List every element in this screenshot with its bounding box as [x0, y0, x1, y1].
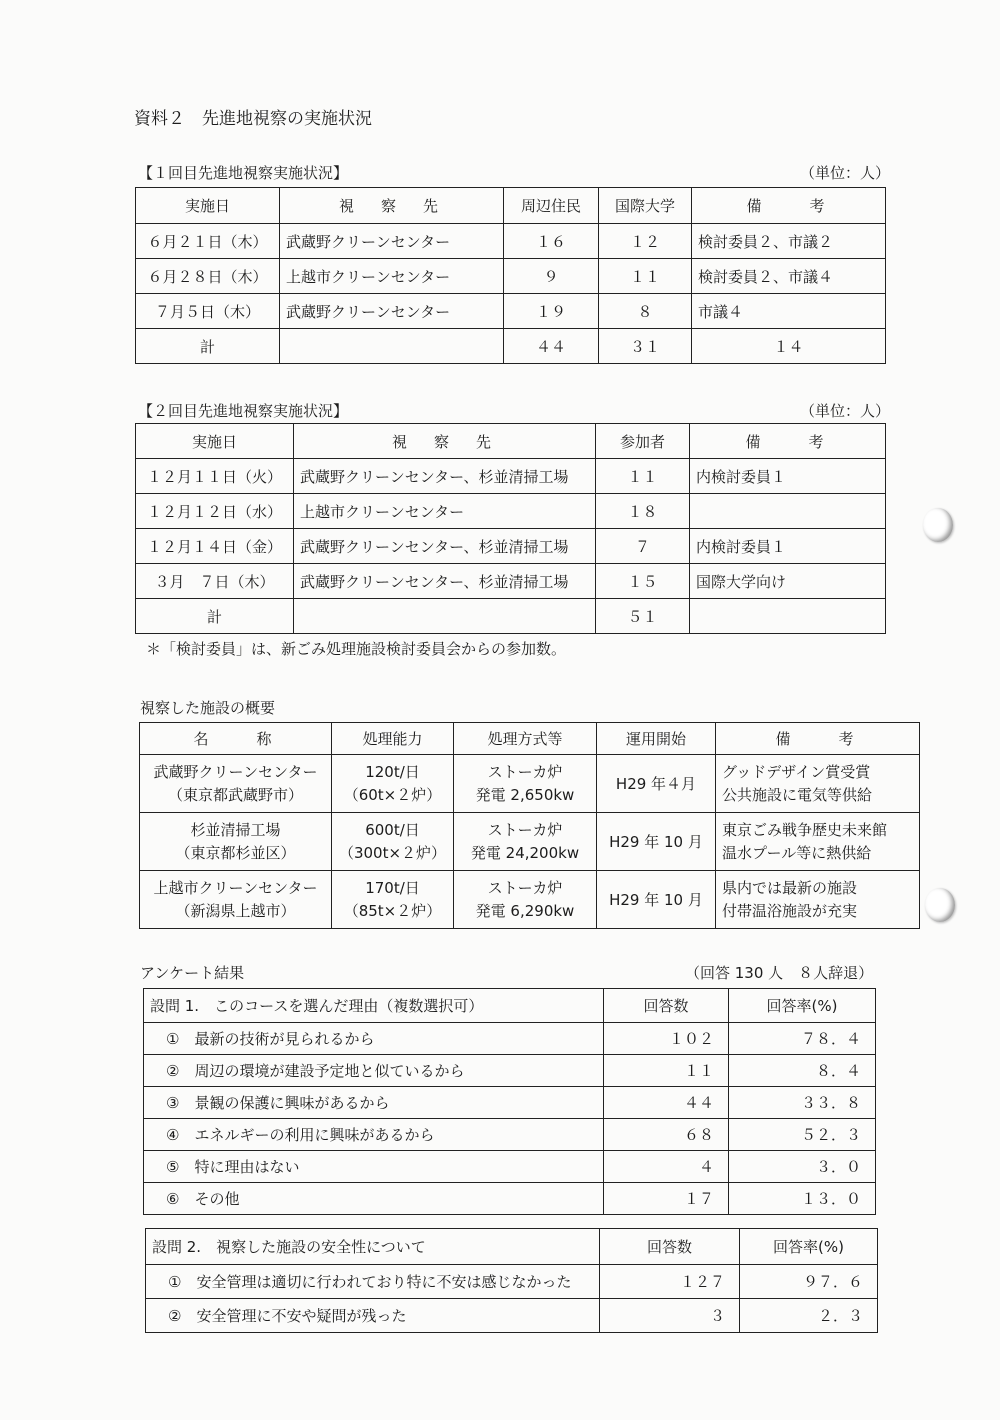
table-row [144, 1087, 876, 1119]
col-remarks: 備 考 [716, 723, 920, 755]
punch-hole [925, 888, 955, 922]
cell-empty [294, 599, 596, 634]
table-header-row [136, 188, 886, 224]
cell-remarks: 検討委員２、市議４ [692, 259, 886, 294]
cell-count: １２７ [600, 1265, 740, 1299]
capacity-detail: （60t×２炉） [343, 785, 442, 804]
cell-option: ⑥ その他 [144, 1183, 604, 1215]
facility-location: （東京都武蔵野市） [167, 785, 303, 804]
cell-name [140, 871, 332, 929]
cell-rate: ７８．４ [729, 1023, 876, 1055]
remark-line: グッドデザイン賞受賞 [722, 762, 871, 781]
cell-count: １０２ [604, 1023, 729, 1055]
cell-method [454, 755, 597, 813]
total-row [136, 329, 886, 364]
cell-name [140, 755, 332, 813]
first-visit-table [135, 187, 886, 364]
cell-option: ④ エネルギーの利用に興味があるから [144, 1119, 604, 1151]
cell-total-participants: ５１ [596, 599, 690, 634]
q2-question: 設問 2. 視察した施設の安全性について [146, 1229, 600, 1265]
cell-rate: ３３．８ [729, 1087, 876, 1119]
cell-rate: ８．４ [729, 1055, 876, 1087]
capacity-value: 170t/日 [365, 878, 420, 897]
survey-caption: アンケート結果 [140, 964, 245, 982]
second-visit-table [135, 423, 886, 634]
cell-rate: １３．０ [729, 1183, 876, 1215]
cell-rate: ５２．３ [729, 1119, 876, 1151]
page-title: 資料２ 先進地視察の実施状況 [134, 109, 372, 129]
cell-destination: 武蔵野クリーンセンター [280, 294, 504, 329]
cell-remarks: 国際大学向け [690, 564, 886, 599]
cell-date: １２月１２日（水） [136, 494, 294, 529]
cell-start: H29 年 10 月 [597, 813, 716, 871]
capacity-detail: （300t×２炉） [338, 843, 447, 862]
survey-q2-table [145, 1228, 878, 1333]
cell-total-remarks: １４ [692, 329, 886, 364]
table-row [136, 494, 886, 529]
survey-respondents: （回答 130 人 ８人辞退） [685, 964, 874, 982]
method-power: 発電 6,290kw [475, 901, 575, 920]
table-row [144, 1055, 876, 1087]
facility-name: 上越市クリーンセンター [153, 878, 318, 897]
cell-method [454, 813, 597, 871]
cell-participants: ７ [596, 529, 690, 564]
col-count: 回答数 [600, 1229, 740, 1265]
facilities-table [139, 722, 920, 929]
table-row [136, 224, 886, 259]
capacity-detail: （85t×２炉） [343, 901, 442, 920]
col-start: 運用開始 [597, 723, 716, 755]
total-row [136, 599, 886, 634]
cell-remarks: 検討委員２、市議２ [692, 224, 886, 259]
cell-method [454, 871, 597, 929]
cell-date: ７月５日（木） [136, 294, 280, 329]
table-header-row [140, 723, 920, 755]
cell-destination: 武蔵野クリーンセンター、杉並清掃工場 [294, 529, 596, 564]
survey-q1-table [143, 988, 876, 1215]
cell-count: １７ [604, 1183, 729, 1215]
cell-participants: １５ [596, 564, 690, 599]
cell-remarks [716, 813, 920, 871]
table-row [136, 294, 886, 329]
cell-residents: １６ [504, 224, 599, 259]
method-type: ストーカ炉 [487, 820, 563, 839]
facility-location: （新潟県上越市） [175, 901, 296, 920]
cell-date: １２月１１日（火） [136, 459, 294, 494]
cell-date: １２月１４日（金） [136, 529, 294, 564]
table2-unit: （単位：人） [800, 402, 891, 420]
col-rate: 回答率(%) [740, 1229, 878, 1265]
cell-university: ８ [599, 294, 692, 329]
col-destination: 視 察 先 [280, 188, 504, 224]
remark-line: 県内では最新の施設 [722, 878, 858, 897]
col-university: 国際大学 [599, 188, 692, 224]
table-row [144, 1151, 876, 1183]
cell-date: ６月２１日（木） [136, 224, 280, 259]
cell-option: ① 安全管理は適切に行われており特に不安は感じなかった [146, 1265, 600, 1299]
table-row [140, 871, 920, 929]
cell-residents: ９ [504, 259, 599, 294]
remark-line: 付帯温浴施設が充実 [722, 901, 858, 920]
method-power: 発電 24,200kw [470, 843, 580, 862]
cell-remarks [716, 871, 920, 929]
col-rate: 回答率(%) [729, 989, 876, 1023]
cell-rate: ９７．６ [740, 1265, 878, 1299]
table1-caption: 【１回目先進地視察実施状況】 [138, 164, 349, 182]
table-row [140, 755, 920, 813]
cell-option: ⑤ 特に理由はない [144, 1151, 604, 1183]
cell-capacity [332, 755, 454, 813]
remark-line: 公共施設に電気等供給 [722, 785, 873, 804]
table-row [136, 459, 886, 494]
cell-destination: 武蔵野クリーンセンター、杉並清掃工場 [294, 564, 596, 599]
col-date: 実施日 [136, 424, 294, 459]
cell-destination: 上越市クリーンセンター [294, 494, 596, 529]
cell-name [140, 813, 332, 871]
cell-university: １１ [599, 259, 692, 294]
method-power: 発電 2,650kw [475, 785, 575, 804]
cell-option: ② 安全管理に不安や疑問が残った [146, 1299, 600, 1333]
cell-participants: １１ [596, 459, 690, 494]
cell-count: ４ [604, 1151, 729, 1183]
cell-option: ③ 景観の保護に興味があるから [144, 1087, 604, 1119]
facility-name: 杉並清掃工場 [190, 820, 281, 839]
method-type: ストーカ炉 [487, 762, 563, 781]
punch-hole [923, 508, 953, 542]
cell-remarks: 内検討委員１ [690, 459, 886, 494]
table-row [144, 1183, 876, 1215]
table-row [136, 529, 886, 564]
table-row [136, 564, 886, 599]
capacity-value: 600t/日 [365, 820, 420, 839]
table-header-row [144, 989, 876, 1023]
capacity-value: 120t/日 [365, 762, 420, 781]
table-row [140, 813, 920, 871]
cell-destination: 武蔵野クリーンセンター、杉並清掃工場 [294, 459, 596, 494]
cell-start: H29 年４月 [597, 755, 716, 813]
cell-total-label: 計 [136, 599, 294, 634]
col-remarks: 備 考 [690, 424, 886, 459]
cell-total-residents: ４４ [504, 329, 599, 364]
table-header-row [146, 1229, 878, 1265]
cell-count: ６８ [604, 1119, 729, 1151]
cell-destination: 上越市クリーンセンター [280, 259, 504, 294]
col-remarks: 備 考 [692, 188, 886, 224]
cell-count: ４４ [604, 1087, 729, 1119]
table-row [146, 1265, 878, 1299]
col-count: 回答数 [604, 989, 729, 1023]
col-capacity: 処理能力 [332, 723, 454, 755]
table-row [144, 1119, 876, 1151]
col-method: 処理方式等 [454, 723, 597, 755]
q1-question: 設問 1. このコースを選んだ理由（複数選択可） [144, 989, 604, 1023]
cell-rate: ２．３ [740, 1299, 878, 1333]
cell-empty [690, 599, 886, 634]
cell-remarks [716, 755, 920, 813]
cell-total-label: 計 [136, 329, 280, 364]
col-destination: 視 察 先 [294, 424, 596, 459]
cell-date: ６月２８日（木） [136, 259, 280, 294]
cell-remarks: 市議４ [692, 294, 886, 329]
facility-location: （東京都杉並区） [175, 843, 296, 862]
col-residents: 周辺住民 [504, 188, 599, 224]
col-participants: 参加者 [596, 424, 690, 459]
method-type: ストーカ炉 [487, 878, 563, 897]
cell-residents: １９ [504, 294, 599, 329]
remark-line: 温水プール等に熱供給 [722, 843, 872, 862]
cell-capacity [332, 871, 454, 929]
col-date: 実施日 [136, 188, 280, 224]
cell-total-university: ３１ [599, 329, 692, 364]
table2-caption: 【２回目先進地視察実施状況】 [138, 402, 349, 420]
note: ＊「検討委員」は、新ごみ処理施設検討委員会からの参加数。 [146, 640, 567, 658]
cell-option: ① 最新の技術が見られるから [144, 1023, 604, 1055]
cell-option: ② 周辺の環境が建設予定地と似ているから [144, 1055, 604, 1087]
cell-count: １１ [604, 1055, 729, 1087]
table-row [136, 259, 886, 294]
table3-caption: 視察した施設の概要 [140, 699, 276, 717]
table-header-row [136, 424, 886, 459]
cell-rate: ３．０ [729, 1151, 876, 1183]
col-name: 名 称 [140, 723, 332, 755]
cell-capacity [332, 813, 454, 871]
cell-start: H29 年 10 月 [597, 871, 716, 929]
cell-count: ３ [600, 1299, 740, 1333]
cell-date: ３月 ７日（木） [136, 564, 294, 599]
table-row [146, 1299, 878, 1333]
facility-name: 武蔵野クリーンセンター [153, 762, 318, 781]
table-row [144, 1023, 876, 1055]
cell-destination: 武蔵野クリーンセンター [280, 224, 504, 259]
cell-participants: １８ [596, 494, 690, 529]
remark-line: 東京ごみ戦争歴史未来館 [722, 820, 888, 839]
cell-empty [280, 329, 504, 364]
table1-unit: （単位：人） [800, 164, 891, 182]
cell-remarks [690, 494, 886, 529]
cell-university: １２ [599, 224, 692, 259]
cell-remarks: 内検討委員１ [690, 529, 886, 564]
